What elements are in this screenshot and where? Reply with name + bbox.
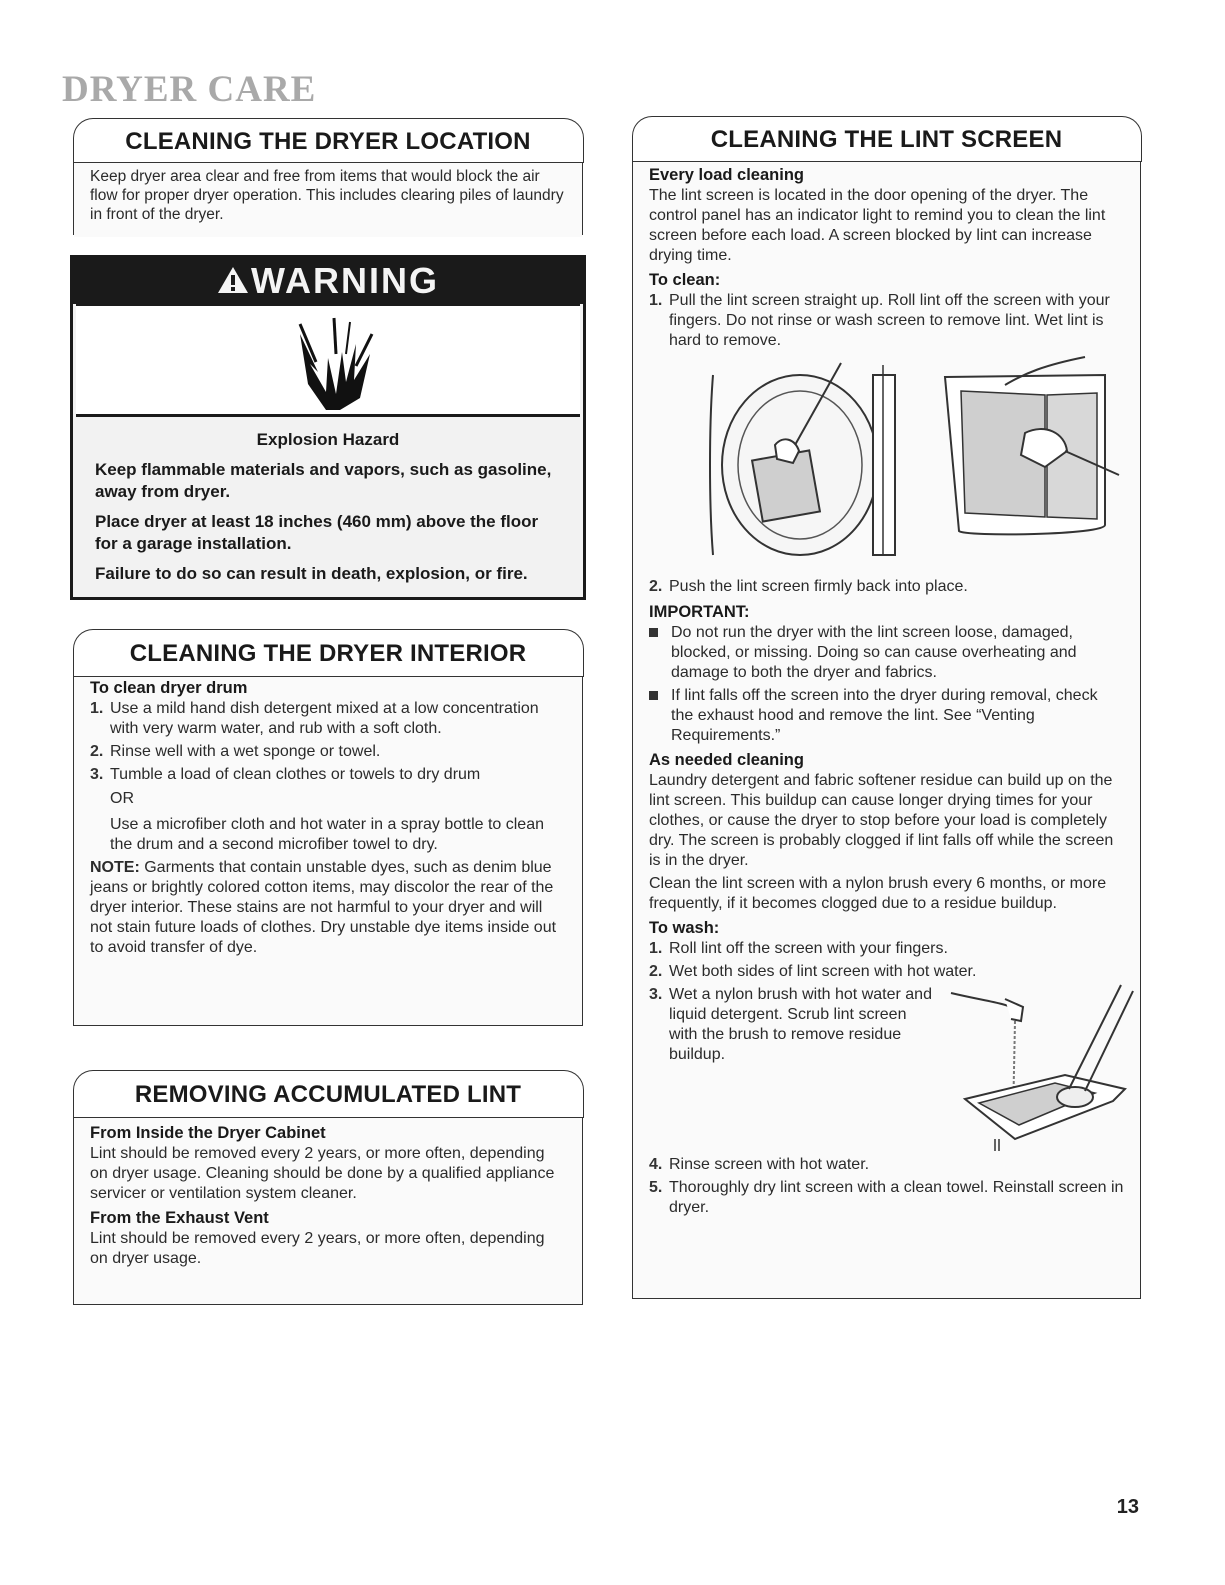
subheading: IMPORTANT:: [649, 603, 750, 621]
note: NOTE: Garments that contain unstable dyes, such as denim blue jeans or brightly colored cotton items, may discolor the rear of the dryer interior. These stains are not harmful to your dryer and will not stain future loads of clothes. Dry unstable dye items inside out to avoid transfer of dye.: [90, 859, 557, 956]
list-item: 3. Wet a nylon brush with hot water and liquid detergent. Scrub lint screen with the brush to remove residue buildup.: [649, 986, 932, 1063]
section-header: [73, 629, 584, 677]
section-dryer-interior: [73, 640, 583, 1026]
subheading: From Inside the Dryer Cabinet: [90, 1124, 326, 1142]
alt-text: Use a microfiber cloth and hot water in a spray bottle to clean the drum and a second microfiber towel to dry.: [110, 816, 544, 853]
warning-line: Keep flammable materials and vapors, such as gasoline, away from dryer.: [95, 460, 552, 501]
list-item: 1. Roll lint off the screen with your fingers.: [649, 940, 948, 957]
lint-screen-illustration: [649, 355, 1124, 577]
brush-washing-icon: [945, 979, 1135, 1151]
body-text: The lint screen is located in the door opening of the dryer. The control panel has an indicator light to remind you to clean the lint screen before each load. A screen blocked by lint can increase drying time.: [649, 187, 1106, 264]
page-number: 13: [1116, 1496, 1139, 1518]
alert-triangle-icon: [217, 260, 249, 306]
body-text: Keep dryer area clear and free from items that would block the air flow for proper dryer operation. This includes clearing piles of laundry in front of the dryer.: [90, 168, 564, 223]
section-heading: CLEANING THE LINT SCREEN: [710, 126, 1063, 153]
list-item: If lint falls off the screen into the dryer during removal, check the exhaust hood and remove the lint. See “Venting Requirements.”: [649, 686, 1124, 746]
subheading: To clean:: [649, 271, 721, 289]
section-lint-screen: [632, 126, 1141, 1299]
explosion-icon: [290, 314, 380, 414]
list-item: 2. Wet both sides of lint screen with hot water.: [649, 963, 977, 980]
warning-label: WARNING: [251, 260, 439, 301]
subheading: Every load cleaning: [649, 166, 804, 184]
warning-banner: [73, 258, 583, 304]
list-item: 1. Use a mild hand dish detergent mixed at a low concentration with very warm water, and rub with a soft cloth.: [90, 700, 539, 737]
warning-line: Place dryer at least 18 inches (460 mm) above the floor for a garage installation.: [95, 512, 539, 553]
body-text: Lint should be removed every 2 years, or more often, depending on dryer usage.: [90, 1230, 545, 1267]
section-heading: REMOVING ACCUMULATED LINT: [134, 1081, 522, 1108]
list-item: Do not run the dryer with the lint screen loose, damaged, blocked, or missing. Doing so can cause overheating and damage to both the dryer and fabrics.: [649, 623, 1124, 683]
dryer-lint-screen-icon: [665, 355, 1135, 575]
warning-line: Failure to do so can result in death, explosion, or fire.: [95, 564, 528, 583]
section-header: [73, 1070, 584, 1118]
or-text: OR: [110, 790, 134, 807]
subheading: To clean dryer drum: [90, 679, 248, 697]
warning-title: Explosion Hazard: [256, 430, 400, 449]
subheading: As needed cleaning: [649, 751, 804, 769]
section-dryer-location: [73, 128, 583, 235]
subheading: To wash:: [649, 919, 720, 937]
list-item: 3. Tumble a load of clean clothes or towels to dry drum: [90, 766, 481, 783]
body-text: Clean the lint screen with a nylon brush every 6 months, or more frequently, if it becomes clogged due to a residue buildup.: [649, 875, 1107, 912]
section-header: [73, 118, 584, 163]
body-text: Laundry detergent and fabric softener residue can build up on the lint screen. This buildup can cause longer drying times for your clothes, or cause the dryer to stop before your load is completely dry. The screen is probably clogged if lint falls off while the screen is in the dryer.: [649, 772, 1114, 869]
section-heading: CLEANING THE DRYER LOCATION: [125, 128, 531, 155]
warning-icon-area: [76, 304, 580, 417]
list-item: 1. Pull the lint screen straight up. Roll lint off the screen with your fingers. Do not rinse or wash screen to remove lint. Wet lint is hard to remove.: [649, 292, 1110, 349]
list-item: 5. Thoroughly dry lint screen with a clean towel. Reinstall screen in dryer.: [649, 1179, 1124, 1216]
body-text: Lint should be removed every 2 years, or more often, depending on dryer usage. Cleaning should be done by a qualified appliance servicer or ventilation system cleaner.: [90, 1145, 555, 1202]
subheading: From the Exhaust Vent: [90, 1209, 269, 1227]
section-header: [632, 116, 1142, 162]
list-item: 4. Rinse screen with hot water.: [649, 1156, 870, 1173]
list-item: 2. Push the lint screen firmly back into place.: [649, 578, 968, 595]
list-item: 2. Rinse well with a wet sponge or towel.: [90, 743, 381, 760]
section-accumulated-lint: [73, 1081, 583, 1305]
section-heading: CLEANING THE DRYER INTERIOR: [129, 640, 527, 667]
page-title: DRYER CARE: [62, 69, 317, 110]
warning-box: [70, 255, 586, 600]
